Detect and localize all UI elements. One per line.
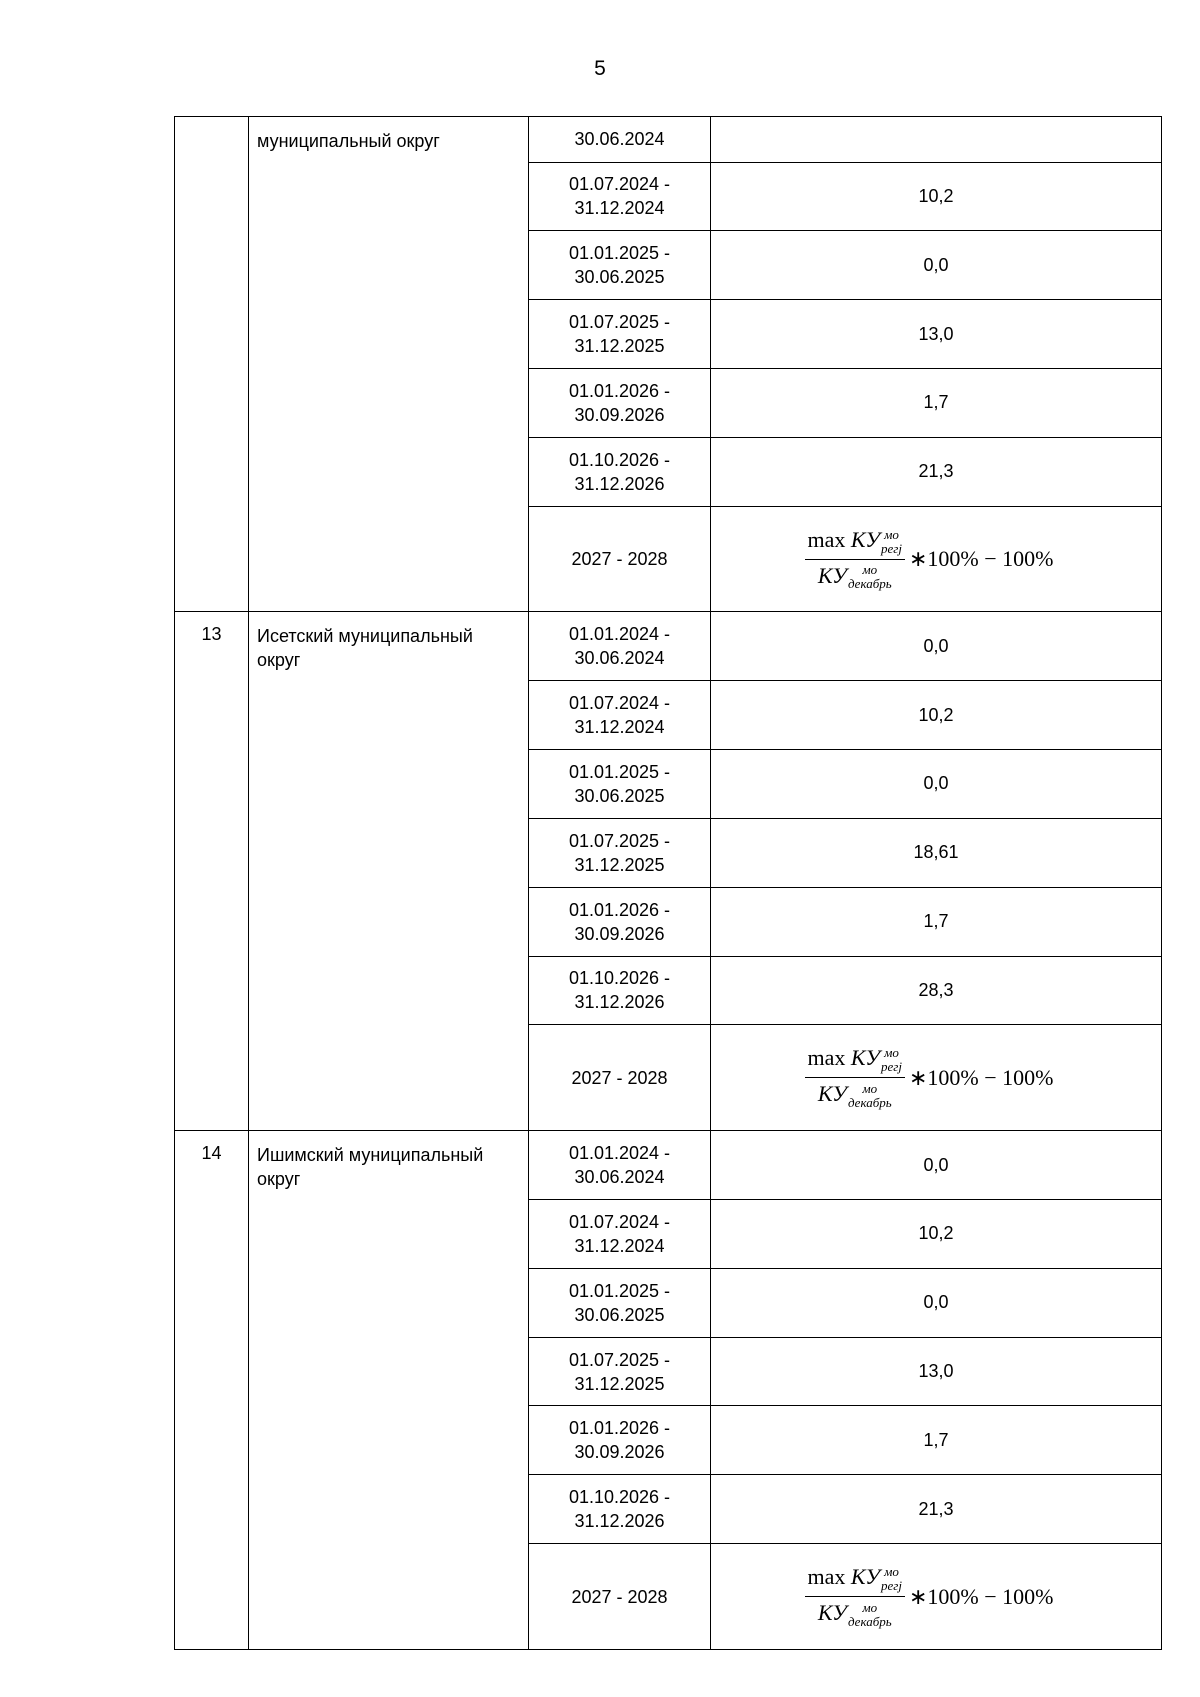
table-row — [175, 612, 1162, 681]
formula-max: max — [807, 526, 846, 552]
formula-rest: ∗100% − 100% — [908, 1064, 1054, 1090]
period-cell: 01.01.2025 - 30.06.2025 — [529, 231, 711, 300]
formula-num-base: КУ — [850, 526, 881, 552]
formula-rest: ∗100% − 100% — [908, 1583, 1054, 1609]
value-cell: 10,2 — [711, 162, 1162, 231]
period-cell: 01.01.2024 - 30.06.2024 — [529, 1131, 711, 1200]
municipality-name: муниципальный округ — [249, 117, 529, 612]
value-cell: 0,0 — [711, 612, 1162, 681]
period-cell: 01.07.2024 - 31.12.2024 — [529, 681, 711, 750]
formula-fraction — [805, 527, 905, 592]
period-cell: 01.01.2024 - 30.06.2024 — [529, 612, 711, 681]
row-number: 13 — [175, 612, 249, 1131]
value-cell: 10,2 — [711, 681, 1162, 750]
formula-max: max — [807, 1045, 846, 1071]
value-cell: 28,3 — [711, 956, 1162, 1025]
formula-den-scripts — [848, 563, 892, 591]
formula-num-base: КУ — [850, 1045, 881, 1071]
value-cell: 13,0 — [711, 300, 1162, 369]
formula-num-sup: мо — [884, 1564, 899, 1580]
percent-formula — [805, 1564, 1054, 1629]
period-cell: 01.07.2024 - 31.12.2024 — [529, 162, 711, 231]
formula-den-sup: мо — [862, 562, 878, 578]
row-number: 14 — [175, 1131, 249, 1650]
period-cell: 01.07.2024 - 31.12.2024 — [529, 1199, 711, 1268]
formula-den-sup: мо — [862, 1599, 878, 1615]
period-cell: 01.01.2025 - 30.06.2025 — [529, 750, 711, 819]
formula-cell — [711, 1544, 1162, 1650]
municipality-name: Исетский муниципальный округ — [249, 612, 529, 1131]
formula-num-sub: регj — [881, 1578, 902, 1594]
formula-numerator — [805, 1045, 905, 1078]
formula-den-base: КУ — [817, 562, 847, 588]
period-cell: 2027 - 2028 — [529, 1025, 711, 1131]
value-cell: 0,0 — [711, 1268, 1162, 1337]
formula-den-scripts — [848, 1082, 892, 1110]
table-row — [175, 1131, 1162, 1200]
period-cell: 01.07.2025 - 31.12.2025 — [529, 1337, 711, 1406]
formula-num-scripts — [881, 1565, 902, 1593]
value-cell: 0,0 — [711, 231, 1162, 300]
formula-num-sup: мо — [884, 1045, 899, 1061]
formula-cell — [711, 506, 1162, 612]
period-cell: 01.01.2026 - 30.09.2026 — [529, 887, 711, 956]
percent-formula — [805, 1045, 1054, 1110]
formula-max: max — [807, 1564, 846, 1590]
formula-den-base: КУ — [817, 1600, 847, 1626]
formula-den-sub: декабрь — [847, 1095, 892, 1111]
value-cell: 1,7 — [711, 368, 1162, 437]
formula-fraction — [805, 1045, 905, 1110]
formula-rest: ∗100% − 100% — [908, 546, 1054, 571]
value-cell: 18,61 — [711, 818, 1162, 887]
value-cell: 0,0 — [711, 750, 1162, 819]
period-cell: 01.01.2025 - 30.06.2025 — [529, 1268, 711, 1337]
period-cell: 01.07.2025 - 31.12.2025 — [529, 300, 711, 369]
formula-num-scripts — [881, 1046, 902, 1074]
percent-formula — [805, 527, 1054, 592]
tariff-index-table — [174, 116, 1162, 1650]
value-cell: 1,7 — [711, 1406, 1162, 1475]
row-number — [175, 117, 249, 612]
value-cell: 0,0 — [711, 1131, 1162, 1200]
formula-num-scripts — [881, 528, 902, 556]
formula-fraction — [805, 1564, 905, 1629]
period-cell: 01.10.2026 - 31.12.2026 — [529, 1475, 711, 1544]
period-cell: 2027 - 2028 — [529, 1544, 711, 1650]
formula-numerator — [805, 527, 905, 560]
formula-denominator — [815, 1078, 895, 1110]
formula-numerator — [805, 1564, 905, 1597]
table-row — [175, 117, 1162, 163]
period-cell: 01.10.2026 - 31.12.2026 — [529, 956, 711, 1025]
value-cell: 21,3 — [711, 437, 1162, 506]
period-cell: 2027 - 2028 — [529, 506, 711, 612]
period-cell: 01.07.2025 - 31.12.2025 — [529, 818, 711, 887]
formula-denominator — [815, 560, 895, 592]
formula-num-base: КУ — [850, 1564, 881, 1590]
period-cell: 01.01.2026 - 30.09.2026 — [529, 1406, 711, 1475]
formula-den-scripts — [848, 1601, 892, 1629]
formula-den-sub: декабрь — [847, 576, 892, 592]
formula-den-sub: декабрь — [847, 1613, 892, 1629]
formula-denominator — [815, 1597, 895, 1629]
period-cell: 30.06.2024 — [529, 117, 711, 163]
period-cell: 01.10.2026 - 31.12.2026 — [529, 437, 711, 506]
value-cell: 13,0 — [711, 1337, 1162, 1406]
formula-num-sup: мо — [884, 526, 899, 542]
formula-num-sub: регj — [881, 540, 902, 556]
value-cell: 21,3 — [711, 1475, 1162, 1544]
value-cell — [711, 117, 1162, 163]
formula-den-sup: мо — [862, 1081, 878, 1097]
formula-den-base: КУ — [817, 1081, 847, 1107]
value-cell: 1,7 — [711, 887, 1162, 956]
value-cell: 10,2 — [711, 1199, 1162, 1268]
formula-cell — [711, 1025, 1162, 1131]
period-cell: 01.01.2026 - 30.09.2026 — [529, 368, 711, 437]
formula-num-sub: регj — [881, 1059, 902, 1075]
page-number: 5 — [594, 57, 606, 80]
municipality-name: Ишимский муниципальный округ — [249, 1131, 529, 1650]
